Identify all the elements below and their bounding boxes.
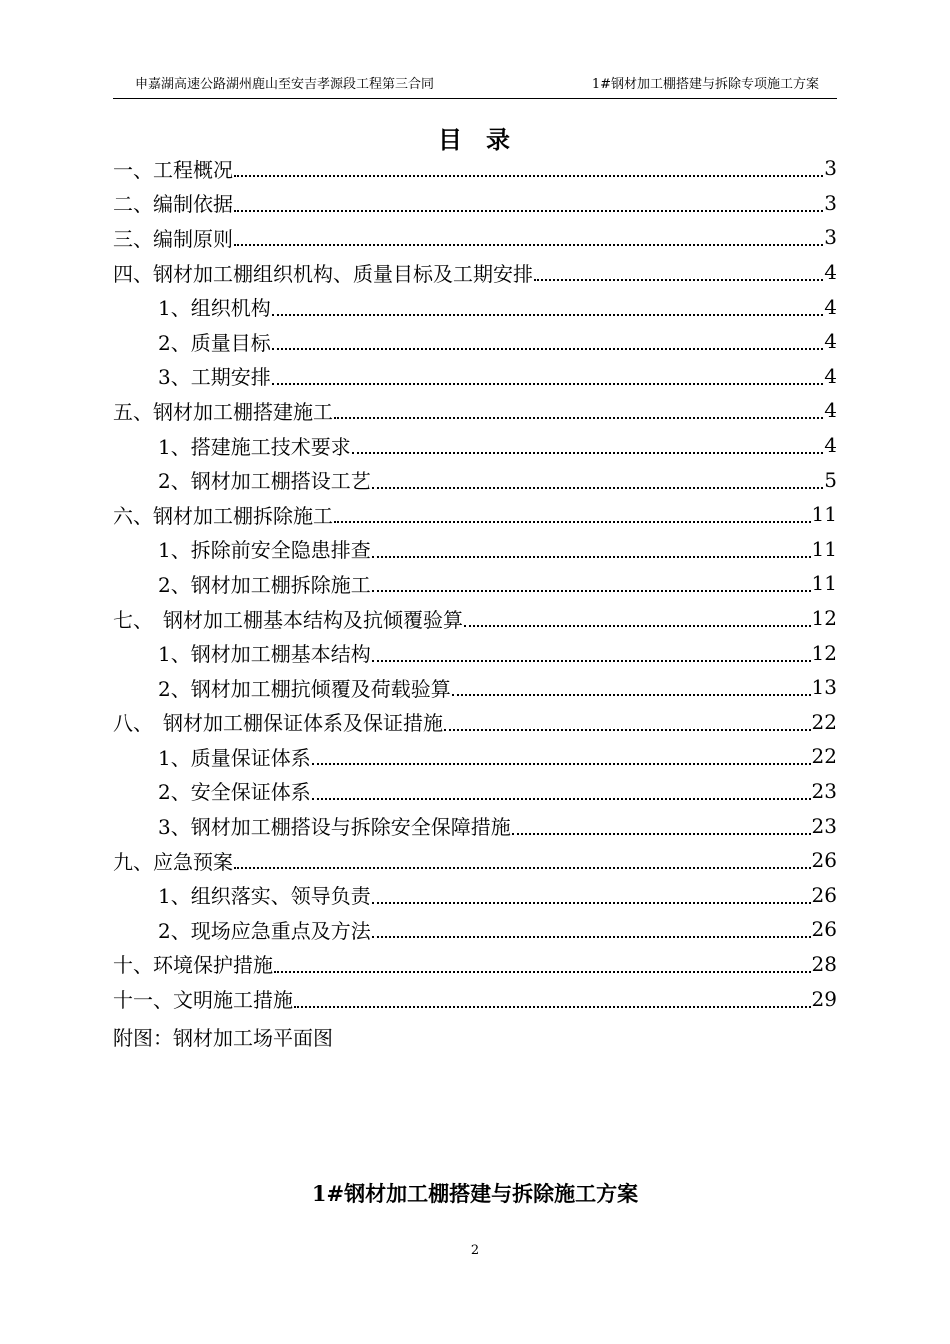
toc-entry-label: 二、编制依据 xyxy=(113,192,233,217)
toc-subentry[interactable] xyxy=(113,739,837,774)
toc-subentry[interactable] xyxy=(113,635,837,670)
toc-entry-label: 1、组织机构 xyxy=(158,296,271,321)
leader-dots xyxy=(274,947,811,973)
toc-entry-label: 3、钢材加工棚搭设与拆除安全保障措施 xyxy=(158,815,511,840)
document-title: 1#钢材加工棚搭建与拆除施工方案 xyxy=(311,1181,639,1206)
leader-dots xyxy=(234,220,823,246)
toc-entry[interactable] xyxy=(113,981,837,1016)
toc-entry-page: 4 xyxy=(824,398,837,423)
toc-subentry[interactable] xyxy=(113,912,837,947)
toc-entry[interactable] xyxy=(113,947,837,982)
toc-entry-label: 2、钢材加工棚搭设工艺 xyxy=(158,469,371,494)
leader-dots xyxy=(372,912,811,938)
toc-entry-page: 5 xyxy=(824,467,837,492)
toc-entry[interactable] xyxy=(113,186,837,221)
toc-title-part1: 目 xyxy=(438,125,464,154)
toc-entry-page: 12 xyxy=(811,640,837,665)
toc-entry[interactable] xyxy=(113,255,837,290)
toc-entry[interactable] xyxy=(113,151,837,186)
toc-entry[interactable] xyxy=(113,393,837,428)
toc-entry-label: 1、钢材加工棚基本结构 xyxy=(158,642,371,667)
toc-entry-page: 13 xyxy=(811,675,837,700)
toc-entry-page: 28 xyxy=(811,951,837,976)
toc-entry[interactable] xyxy=(113,705,837,740)
toc-title xyxy=(0,120,950,155)
toc-entry-page: 26 xyxy=(811,848,837,873)
leader-dots xyxy=(352,428,824,454)
toc-entry-label: 十、环境保护措施 xyxy=(113,953,273,978)
toc-entry-label: 1、组织落实、领导负责 xyxy=(158,884,371,909)
leader-dots xyxy=(272,359,824,385)
table-of-contents xyxy=(113,151,837,1016)
leader-dots xyxy=(334,393,823,419)
leader-dots xyxy=(372,636,811,662)
appendix-note: 附图：钢材加工场平面图 xyxy=(113,1026,333,1050)
leader-dots xyxy=(372,878,811,904)
toc-entry-label: 四、钢材加工棚组织机构、质量目标及工期安排 xyxy=(113,261,533,286)
toc-entry-label: 七、 钢材加工棚基本结构及抗倾覆验算 xyxy=(113,607,463,632)
toc-entry[interactable] xyxy=(113,497,837,532)
toc-entry-page: 22 xyxy=(811,744,837,769)
toc-subentry[interactable] xyxy=(113,877,837,912)
toc-entry-page: 4 xyxy=(824,329,837,354)
leader-dots xyxy=(334,497,811,523)
header-project-name: 申嘉湖高速公路湖州鹿山至安吉孝源段工程第三合同 xyxy=(135,77,435,92)
toc-entry-label: 2、安全保证体系 xyxy=(158,780,311,805)
toc-entry-page: 11 xyxy=(811,536,837,561)
toc-entry-page: 4 xyxy=(824,433,837,458)
leader-dots xyxy=(312,774,811,800)
toc-entry-label: 2、钢材加工棚抗倾覆及荷载验算 xyxy=(158,676,451,701)
toc-entry-page: 12 xyxy=(811,606,837,631)
toc-entry-label: 一、工程概况 xyxy=(113,157,233,182)
toc-entry-page: 3 xyxy=(824,225,837,250)
leader-dots xyxy=(464,601,811,627)
toc-subentry[interactable] xyxy=(113,428,837,463)
toc-entry-label: 3、工期安排 xyxy=(158,365,271,390)
leader-dots xyxy=(312,739,811,765)
toc-entry-label: 十一、文明施工措施 xyxy=(113,988,293,1013)
toc-entry-page: 4 xyxy=(824,294,837,319)
toc-subentry[interactable] xyxy=(113,774,837,809)
toc-entry-label: 1、搭建施工技术要求 xyxy=(158,434,351,459)
toc-subentry[interactable] xyxy=(113,566,837,601)
toc-subentry[interactable] xyxy=(113,289,837,324)
toc-subentry[interactable] xyxy=(113,532,837,567)
leader-dots xyxy=(372,532,811,558)
toc-entry-page: 26 xyxy=(811,917,837,942)
toc-entry-page: 4 xyxy=(824,260,837,285)
toc-entry[interactable] xyxy=(113,220,837,255)
toc-subentry[interactable] xyxy=(113,670,837,705)
page-header xyxy=(113,72,837,99)
toc-entry-page: 23 xyxy=(811,813,837,838)
toc-entry-page: 3 xyxy=(824,190,837,215)
header-document-name: 1#钢材加工棚搭建与拆除专项施工方案 xyxy=(591,77,819,92)
leader-dots xyxy=(534,255,823,281)
toc-entry[interactable] xyxy=(113,601,837,636)
toc-entry-label: 八、 钢材加工棚保证体系及保证措施 xyxy=(113,711,443,736)
toc-subentry[interactable] xyxy=(113,462,837,497)
leader-dots xyxy=(234,151,823,177)
leader-dots xyxy=(234,186,823,212)
toc-entry-label: 三、编制原则 xyxy=(113,226,233,251)
leader-dots xyxy=(272,290,824,316)
leader-dots xyxy=(372,463,824,489)
toc-entry-label: 1、质量保证体系 xyxy=(158,745,311,770)
toc-entry-page: 11 xyxy=(811,502,837,527)
toc-entry-page: 4 xyxy=(824,363,837,388)
leader-dots xyxy=(444,705,811,731)
toc-entry-page: 26 xyxy=(811,882,837,907)
toc-entry-page: 23 xyxy=(811,778,837,803)
toc-subentry[interactable] xyxy=(113,324,837,359)
leader-dots xyxy=(452,670,811,696)
leader-dots xyxy=(512,809,811,835)
toc-entry-label: 2、质量目标 xyxy=(158,330,271,355)
toc-title-part2: 录 xyxy=(486,125,512,154)
leader-dots xyxy=(272,324,824,350)
toc-entry-page: 3 xyxy=(824,156,837,181)
toc-entry-page: 22 xyxy=(811,709,837,734)
toc-entry[interactable] xyxy=(113,843,837,878)
leader-dots xyxy=(372,566,811,592)
toc-entry-page: 29 xyxy=(811,986,837,1011)
toc-entry-label: 六、钢材加工棚拆除施工 xyxy=(113,503,333,528)
toc-subentry[interactable] xyxy=(113,808,837,843)
toc-entry-page: 11 xyxy=(811,571,837,596)
toc-entry-label: 九、应急预案 xyxy=(113,849,233,874)
leader-dots xyxy=(234,843,811,869)
leader-dots xyxy=(294,982,811,1008)
toc-subentry[interactable] xyxy=(113,359,837,394)
toc-entry-label: 1、拆除前安全隐患排查 xyxy=(158,538,371,563)
page-number: 2 xyxy=(470,1243,480,1258)
toc-entry-label: 2、现场应急重点及方法 xyxy=(158,918,371,943)
toc-entry-label: 2、钢材加工棚拆除施工 xyxy=(158,572,371,597)
toc-entry-label: 五、钢材加工棚搭建施工 xyxy=(113,399,333,424)
